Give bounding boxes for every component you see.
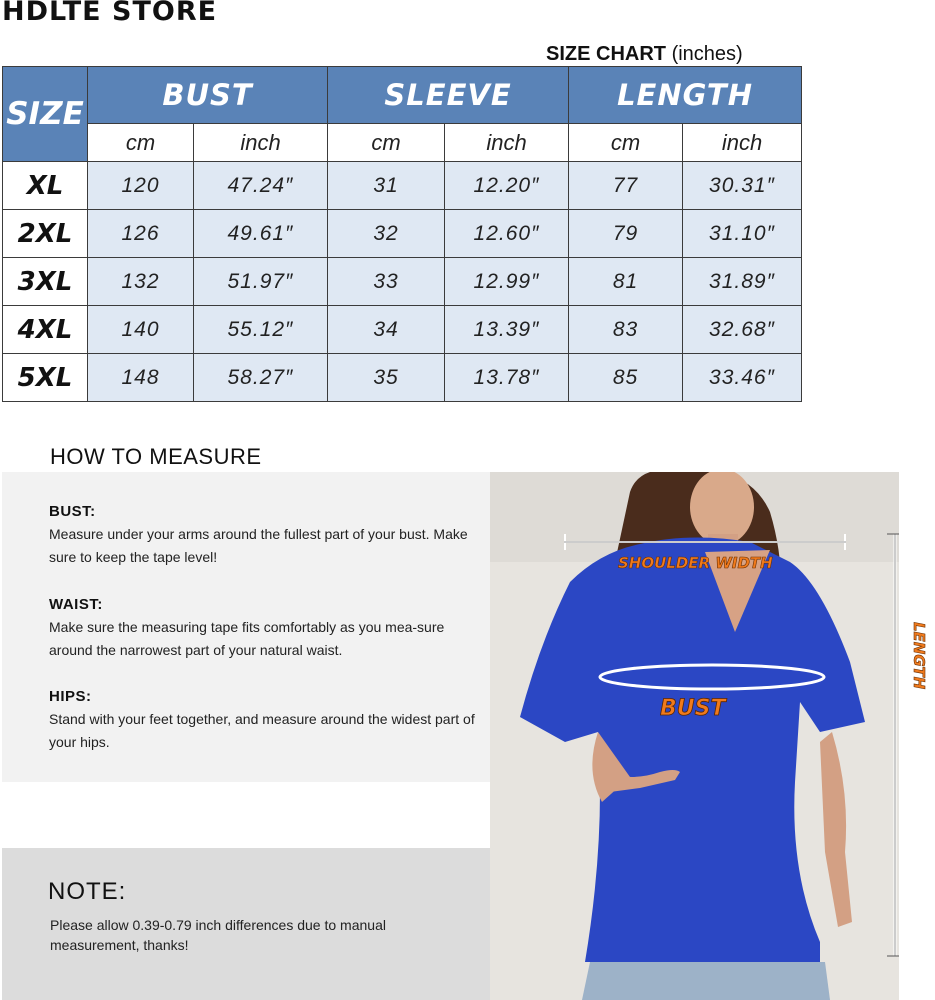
table-cell: 126 [88,210,194,258]
table-cell: 55.12″ [194,306,328,354]
waist-heading: WAIST: [49,596,103,613]
unit-header: cm [328,124,445,162]
table-cell: 13.78″ [445,354,569,402]
size-column-header: SIZE [3,67,88,162]
size-chart-caption [546,43,743,66]
size-label: 4XL [3,306,88,354]
hips-heading: HIPS: [49,688,92,705]
table-cell: 12.60″ [445,210,569,258]
model-photo [490,472,899,1000]
store-brand: HDLTE STORE [2,0,218,27]
table-cell: 13.39″ [445,306,569,354]
bust-section [49,500,479,569]
bust-group-header: BUST [88,67,328,124]
unit-header: inch [445,124,569,162]
table-cell: 32.68″ [683,306,802,354]
note-heading: NOTE: [48,878,127,905]
table-cell: 32 [328,210,445,258]
table-cell: 132 [88,258,194,306]
hips-instructions: Stand with your feet together, and measure around the widest part of your hips. [49,711,475,750]
table-cell: 34 [328,306,445,354]
size-label: XL [3,162,88,210]
table-row [3,210,802,258]
unit-header: cm [569,124,683,162]
unit-header: cm [88,124,194,162]
table-cell: 47.24″ [194,162,328,210]
table-cell: 58.27″ [194,354,328,402]
table-cell: 35 [328,354,445,402]
bust-label: BUST [660,696,726,721]
size-label: 5XL [3,354,88,402]
length-label-svg [905,620,935,710]
table-cell: 30.31″ [683,162,802,210]
unit-header: inch [194,124,328,162]
table-row [3,354,802,402]
how-to-measure-title: HOW TO MEASURE [50,444,262,469]
note-text: Please allow 0.39-0.79 inch differences due to manual measurement, thanks! [50,917,386,953]
size-chart-table [2,66,802,402]
table-cell: 33 [328,258,445,306]
caption-title: SIZE CHART [546,43,666,65]
table-row [3,258,802,306]
table-row [3,162,802,210]
table-cell: 31.10″ [683,210,802,258]
length-label: LENGTH [910,622,928,690]
waist-section [49,593,479,662]
length-group-header: LENGTH [569,67,802,124]
table-cell: 33.46″ [683,354,802,402]
table-cell: 49.61″ [194,210,328,258]
caption-unit: (inches) [671,43,743,65]
table-cell: 31.89″ [683,258,802,306]
table-cell: 31 [328,162,445,210]
table-cell: 81 [569,258,683,306]
size-label: 2XL [3,210,88,258]
table-cell: 12.99″ [445,258,569,306]
bust-heading: BUST: [49,503,96,520]
table-cell: 120 [88,162,194,210]
table-cell: 85 [569,354,683,402]
table-cell: 12.20″ [445,162,569,210]
shoulder-width-label: SHOULDER WIDTH [618,554,773,572]
table-cell: 79 [569,210,683,258]
model-illustration [490,472,899,1000]
table-cell: 51.97″ [194,258,328,306]
table-cell: 83 [569,306,683,354]
table-cell: 140 [88,306,194,354]
unit-header: inch [683,124,802,162]
table-cell: 77 [569,162,683,210]
size-label: 3XL [3,258,88,306]
table-row [3,306,802,354]
table-cell: 148 [88,354,194,402]
sleeve-group-header: SLEEVE [328,67,569,124]
bust-instructions: Measure under your arms around the fullest part of your bust. Make sure to keep the tape level! [49,526,468,565]
hips-section [49,685,479,754]
waist-instructions: Make sure the measuring tape fits comfortably as you mea-sure around the narrowest part of your natural waist. [49,619,445,658]
